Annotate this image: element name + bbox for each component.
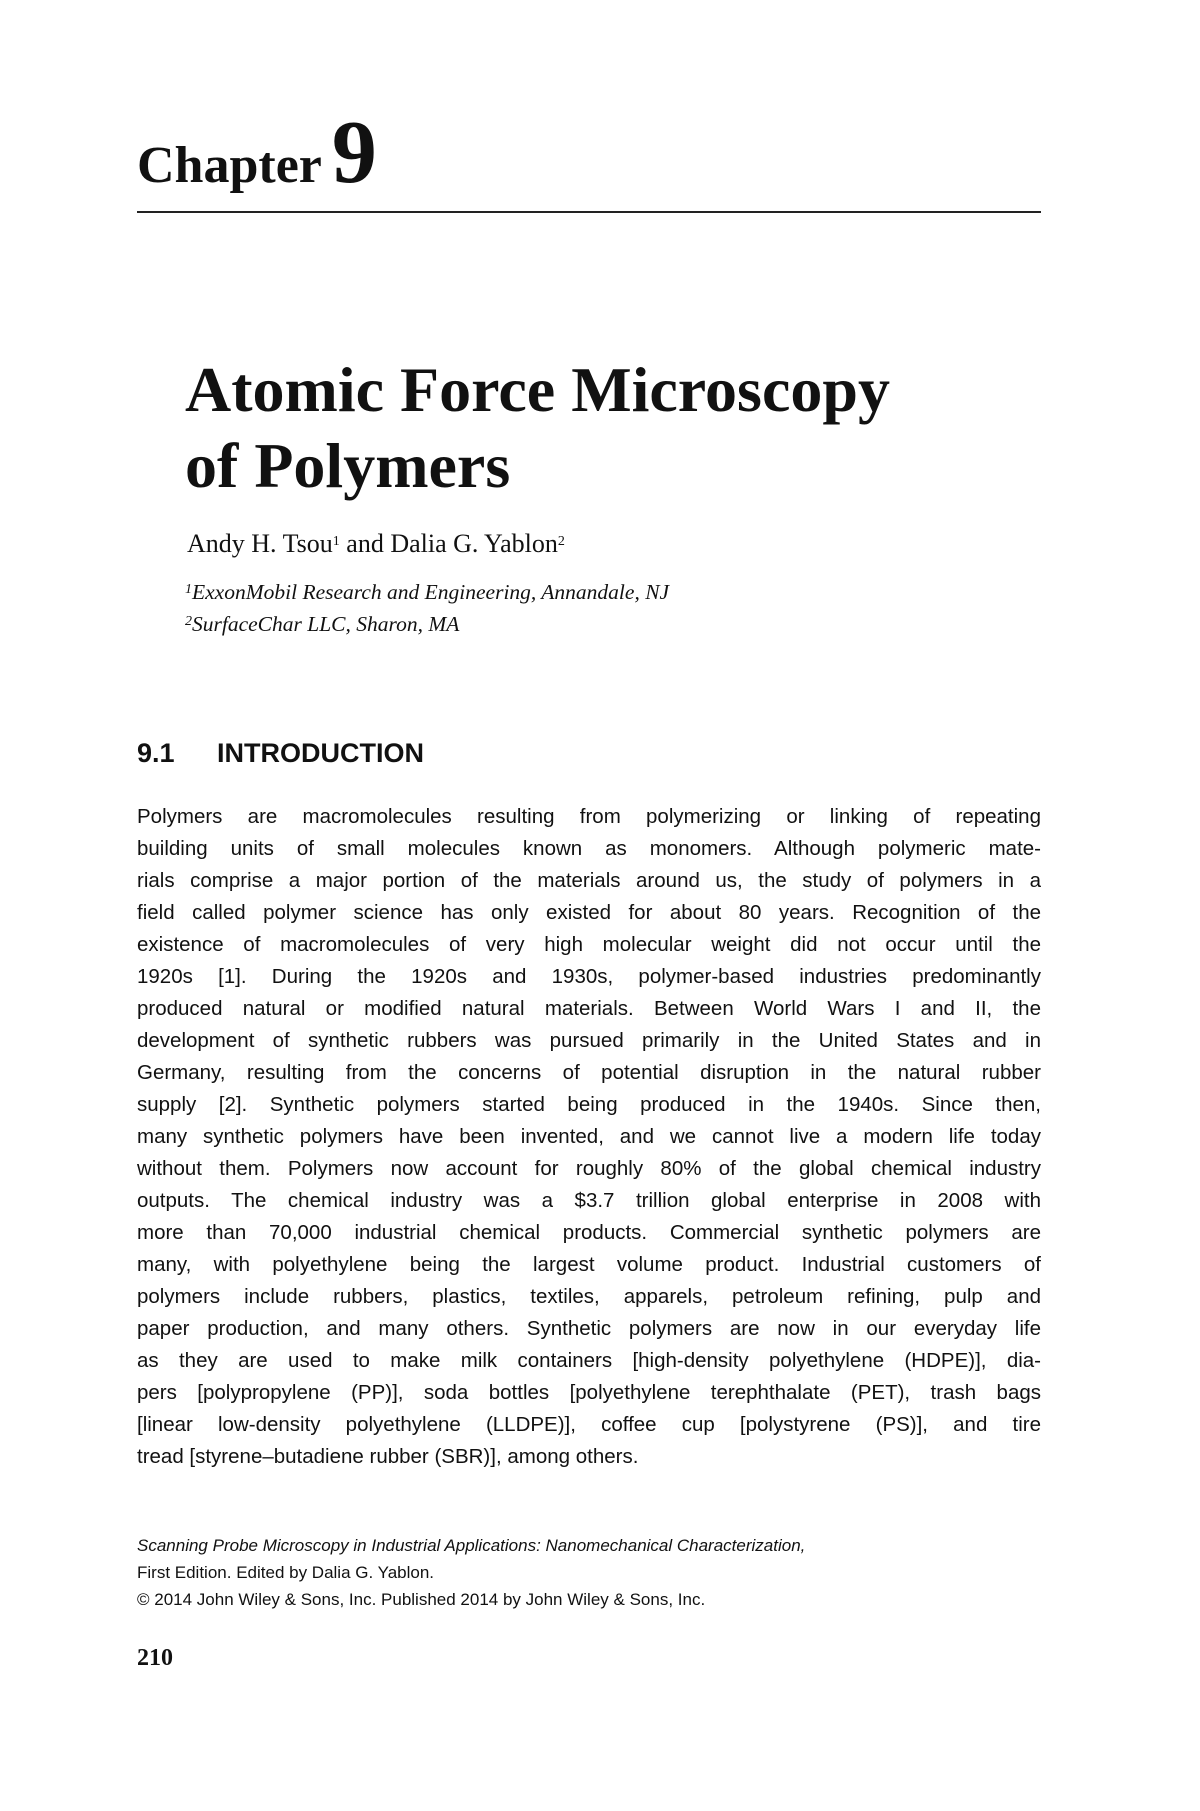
body-line: rials comprise a major portion of the materials around us, the study of polymers in a: [137, 869, 1041, 892]
chapter-heading: [137, 103, 377, 202]
body-line: produced natural or modified natural materials. Between World Wars I and II, the: [137, 997, 1041, 1020]
body-line: Germany, resulting from the concerns of potential disruption in the natural rubber: [137, 1061, 1041, 1084]
chapter-rule: [137, 211, 1041, 213]
affiliation-text: SurfaceChar LLC, Sharon, MA: [192, 612, 460, 636]
section-number: 9.1: [137, 738, 175, 768]
body-line: many, with polyethylene being the largest volume product. Industrial customers of: [137, 1253, 1041, 1276]
affiliation: [185, 578, 669, 606]
author-list: [187, 528, 565, 560]
chapter-title-line-2: of Polymers: [185, 430, 511, 501]
section-heading: [137, 736, 424, 770]
body-line: development of synthetic rubbers was pursued primarily in the United States and in: [137, 1029, 1041, 1052]
body-line: as they are used to make milk containers [high-density polyethylene (HDPE)], dia-: [137, 1349, 1041, 1372]
body-line: tread [styrene–butadiene rubber (SBR)], among others.: [137, 1445, 639, 1468]
body-line: polymers include rubbers, plastics, textiles, apparels, petroleum refining, pulp and: [137, 1285, 1041, 1308]
body-line: Polymers are macromolecules resulting from polymerizing or linking of repeating: [137, 805, 1041, 828]
body-line: outputs. The chemical industry was a $3.7 trillion global enterprise in 2008 with: [137, 1189, 1041, 1212]
page-number: 210: [137, 1645, 173, 1671]
copyright-line: © 2014 John Wiley & Sons, Inc. Published 2014 by John Wiley & Sons, Inc.: [137, 1590, 706, 1609]
chapter-title-line-1: Atomic Force Microscopy: [185, 354, 890, 425]
body-line: more than 70,000 industrial chemical products. Commercial synthetic polymers are: [137, 1221, 1041, 1244]
body-line: supply [2]. Synthetic polymers started being produced in the 1940s. Since then,: [137, 1093, 1041, 1116]
chapter-title: [185, 352, 1045, 504]
author-name: Andy H. Tsou: [187, 529, 333, 558]
body-line: [linear low-density polyethylene (LLDPE)], coffee cup [polystyrene (PS)], and tire: [137, 1413, 1041, 1436]
publication-footer: [137, 1532, 805, 1613]
chapter-number: 9: [331, 103, 377, 202]
edition-line: First Edition. Edited by Dalia G. Yablon.: [137, 1563, 435, 1582]
body-line: existence of macromolecules of very high molecular weight did not occur until the: [137, 933, 1041, 956]
author-name: Dalia G. Yablon: [390, 529, 558, 558]
body-line: pers [polypropylene (PP)], soda bottles [polyethylene terephthalate (PET), trash bags: [137, 1381, 1041, 1404]
affiliation-mark: 2: [185, 614, 192, 629]
author-joiner: and: [339, 529, 391, 558]
body-line: paper production, and many others. Synthetic polymers are now in our everyday life: [137, 1317, 1041, 1340]
body-line: 1920s [1]. During the 1920s and 1930s, polymer-based industries predominantly: [137, 965, 1041, 988]
book-title: Scanning Probe Microscopy in Industrial Applications: Nanomechanical Characterization,: [137, 1536, 806, 1555]
body-line: building units of small molecules known as monomers. Although polymeric mate-: [137, 837, 1041, 860]
affiliation-mark: 1: [185, 582, 192, 597]
author-affiliation-mark: 2: [557, 534, 565, 549]
body-line: many synthetic polymers have been invented, and we cannot live a modern life today: [137, 1125, 1041, 1148]
chapter-word: Chapter: [137, 137, 322, 194]
affiliation: [185, 610, 459, 638]
body-paragraph: [137, 801, 1041, 1473]
body-line: without them. Polymers now account for roughly 80% of the global chemical industry: [137, 1157, 1041, 1180]
affiliation-text: ExxonMobil Research and Engineering, Annandale, NJ: [192, 580, 670, 604]
section-title: INTRODUCTION: [217, 738, 424, 768]
author-affiliation-mark: 1: [332, 534, 340, 549]
body-line: field called polymer science has only existed for about 80 years. Recognition of the: [137, 901, 1041, 924]
